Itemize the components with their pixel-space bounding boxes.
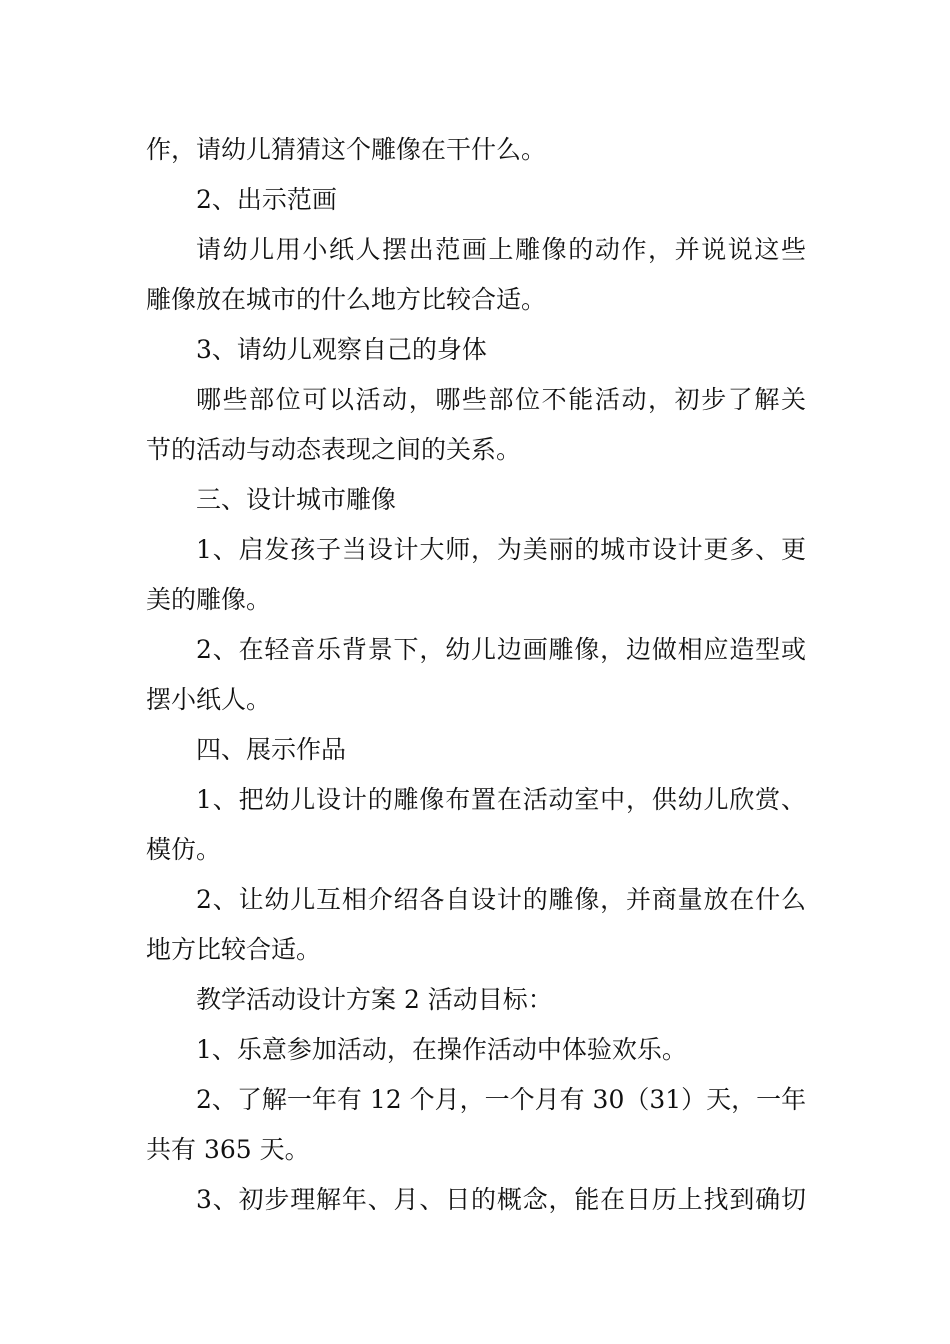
text-line: 2、在轻音乐背景下，幼儿边画雕像，边做相应造型或 [196, 635, 806, 664]
text-line: 1、启发孩子当设计大师，为美丽的城市设计更多、更 [196, 535, 806, 564]
text-line: 2、了解一年有 12 个月，一个月有 30（31）天，一年 [196, 1085, 806, 1114]
text-line: 2、让幼儿互相介绍各自设计的雕像，并商量放在什么 [196, 885, 806, 914]
text-line: 摆小纸人。 [146, 685, 272, 714]
text-line: 教学活动设计方案 2 活动目标： [196, 985, 553, 1014]
text-line: 地方比较合适。 [146, 935, 322, 964]
text-line: 3、初步理解年、月、日的概念，能在日历上找到确切 [196, 1185, 806, 1214]
text-line: 1、乐意参加活动，在操作活动中体验欢乐。 [196, 1035, 687, 1064]
document-body [146, 130, 806, 1230]
text-line: 2、出示范画 [196, 185, 337, 214]
text-line: 四、展示作品 [196, 735, 347, 764]
text-line: 美的雕像。 [146, 585, 272, 614]
text-line: 哪些部位可以活动，哪些部位不能活动，初步了解关 [196, 385, 806, 414]
text-line: 3、请幼儿观察自己的身体 [196, 335, 487, 364]
text-line: 节的活动与动态表现之间的关系。 [146, 435, 522, 464]
text-line: 作，请幼儿猜猜这个雕像在干什么。 [146, 135, 547, 164]
text-line: 模仿。 [146, 835, 222, 864]
text-line: 请幼儿用小纸人摆出范画上雕像的动作，并说说这些 [196, 235, 806, 264]
text-line: 1、把幼儿设计的雕像布置在活动室中，供幼儿欣赏、 [196, 785, 806, 814]
text-line: 共有 365 天。 [146, 1135, 310, 1164]
text-line: 三、设计城市雕像 [196, 485, 397, 514]
text-line: 雕像放在城市的什么地方比较合适。 [146, 285, 547, 314]
